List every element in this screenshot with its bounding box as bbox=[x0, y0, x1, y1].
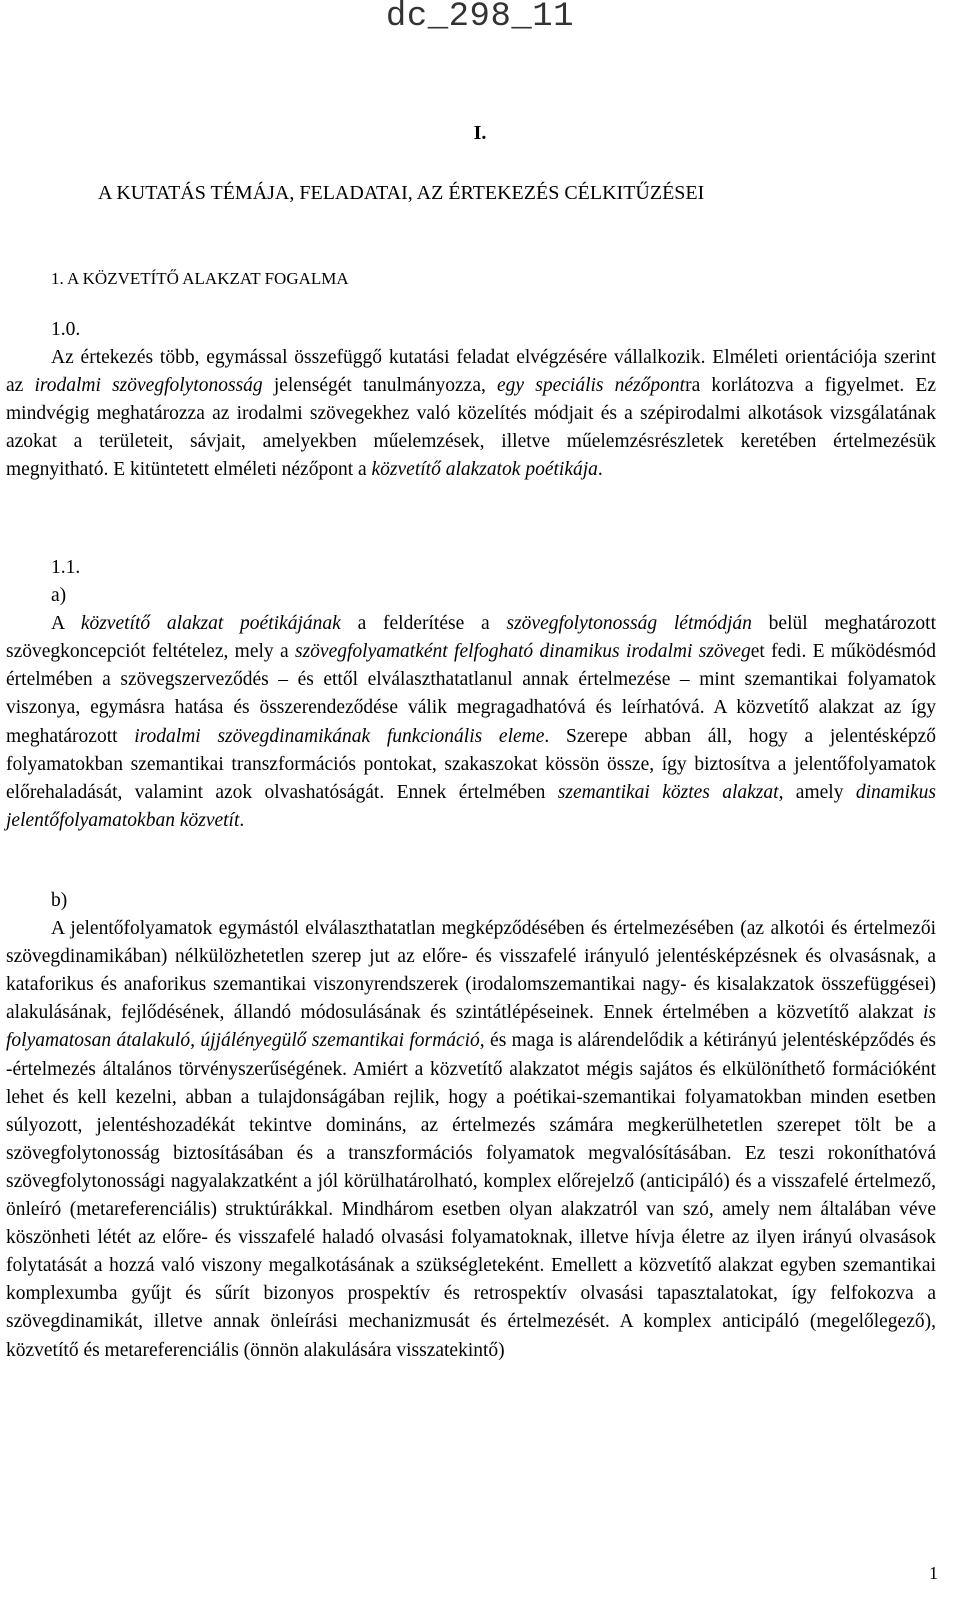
item-label-a: a) bbox=[51, 585, 67, 607]
text-run: belül meghatározott szövegkoncepciót feltételez, mely a bbox=[6, 613, 937, 663]
text-run: és maga is alárendelődik a kétirányú jelentésképződés és -értelmezés általános törvényszerűségének. Amiért a közvetítő alakzatot mégis sajátos és elkülöníthető formációként lehet és kell kezelni, abban a tulajdonságában rejlik, hogy a poétikai-szemantikai folyamatokban minden esetben súlyozott, jelentéshozadékát tekintve domináns, az értelmezés számára megkerülhetetlen szerepet tölt be a szövegfolytonosság biztosításában és a transzformációs folyamatok megvalósításában. Ez teszi rokoníthatóvá szövegfolytonossági nagyalakzatként a jól körülhatárolható, komplex előrejelző (anticipáló) és a visszafelé értelmező, önleíró (metareferenciális) struktúrákkal. Mindhárom esetben olyan alakzatról van szó, amely nem általában véve köszönheti létét az előre- és visszafelé haladó olvasási folyamatoknak, illetve hívja életre az ilyen irányú olvasások folytatását a hozzá való viszony megalkotásának a szükségleteként. Emellett a közvetítő alakzat egyben szemantikai komplexumba gyűjt és sűrít bizonyos prospektív és retrospektív olvasási tapasztalatokat, így felfokozva a szövegdinamikát, illetve annak önleírási mechanizmusát és értelmezését. A komplex anticipáló (megelőlegező), közvetítő és metareferenciális (önnön alakulására visszatekintő) bbox=[6, 1030, 936, 1361]
section-title: 1. A KÖZVETÍTŐ ALAKZAT FOGALMA bbox=[51, 269, 349, 288]
section-1-1 bbox=[6, 554, 936, 835]
text-run: , amely bbox=[778, 781, 856, 803]
page-number: 1 bbox=[929, 1563, 938, 1583]
chapter-number: I. bbox=[473, 122, 487, 144]
italic-run: szemantikai köztes alakzat bbox=[557, 781, 779, 803]
paragraph-a bbox=[6, 610, 936, 835]
italic-run: egy speciális nézőpont bbox=[497, 375, 686, 397]
text-run: jelenségét tanulmányozza, bbox=[262, 375, 498, 397]
paragraph-b bbox=[6, 915, 936, 1365]
chapter-title: A KUTATÁS TÉMÁJA, FELADATAI, AZ ÉRTEKEZÉS CÉLKITŰZÉSEI bbox=[98, 182, 705, 204]
text-run: ra korlátozva a figyelmet. Ez mindvégig meghatározza az irodalmi szövegekhez való közelítés módjait és a szépirodalmi alkotások vizsgálatának azokat a területeit, sávjait, amelyekben műelemzések, illetve műelemzésrészletek keretében értelmezésük megnyitható. E kitüntetett elméleti nézőpont a bbox=[6, 375, 936, 481]
text-run: A jelentőfolyamatok egymástól elválaszthatatlan megképződésében és értelmezésében (az alkotói és értelmezői szövegdinamikában) nélkülözhetetlen szerep jut az előre- és visszafelé irányuló jelentésképzésnek és olvasásnak, a kataforikus és anaforikus szemantikai viszonyrendszerek (irodalomszemantikai nagy- és kisalakzatok összefüggései) alakulásának, fejlődésének, állandó módosulásának és szintátlépéseinek. Ennek értelmében a közvetítő alakzat bbox=[6, 918, 936, 1024]
italic-run: irodalmi szövegdinamikának funkcionális eleme bbox=[134, 725, 545, 747]
subsection-label-1-0: 1.0. bbox=[51, 319, 81, 340]
section-1-0 bbox=[6, 316, 936, 485]
italic-run: dinamikus jelentőfolyamatokban közvetít bbox=[6, 781, 936, 831]
text-run: . bbox=[597, 459, 603, 481]
italic-run: közvetítő alakzat poétikájának bbox=[80, 613, 341, 635]
italic-run: közvetítő alakzatok poétikája bbox=[371, 459, 598, 481]
italic-run: szövegfolytonosság létmódján bbox=[506, 613, 752, 635]
paragraph-1-0 bbox=[6, 344, 936, 484]
subsection-label-1-1: 1.1. bbox=[51, 557, 81, 578]
text-run: . bbox=[239, 809, 245, 831]
text-run: et fedi. E működésmód értelmében a szövegszerveződés – és ettől elválaszthatatlanul annak értelmezése – mint szemantikai folyamatok viszonya, egymásra hatása és összerendeződése válik megragadhatóvá és leírhatóvá. A közvetítő alakzat az így meghatározott bbox=[6, 641, 936, 747]
text-run: . Szerepe abban áll, hogy a jelentésképző folyamatokban szemantikai transzformációs pontokat, szakaszokat kössön össze, így biztosítva a jelentőfolyamatok előrehaladását, valamint azok olvashatóságát. Ennek értelmében bbox=[6, 725, 937, 803]
item-label-b: b) bbox=[51, 890, 68, 911]
italic-run: szövegfolyamatként felfogható dinamikus irodalmi szöveg bbox=[295, 641, 751, 663]
document-id: dc_298_11 bbox=[385, 0, 575, 36]
italic-run: is folyamatosan átalakuló, újjálényegülő szemantikai formáció, bbox=[6, 1002, 936, 1052]
section-1-1-b bbox=[6, 887, 936, 1365]
italic-run: irodalmi szövegfolytonosság bbox=[34, 375, 263, 397]
text-run: Az értekezés több, egymással összefüggő kutatási feladat elvégzésére vállalkozik. Elméleti orientációja szerint az bbox=[6, 347, 936, 397]
text-run: a felderítése a bbox=[340, 613, 507, 635]
text-run: A bbox=[51, 613, 81, 635]
